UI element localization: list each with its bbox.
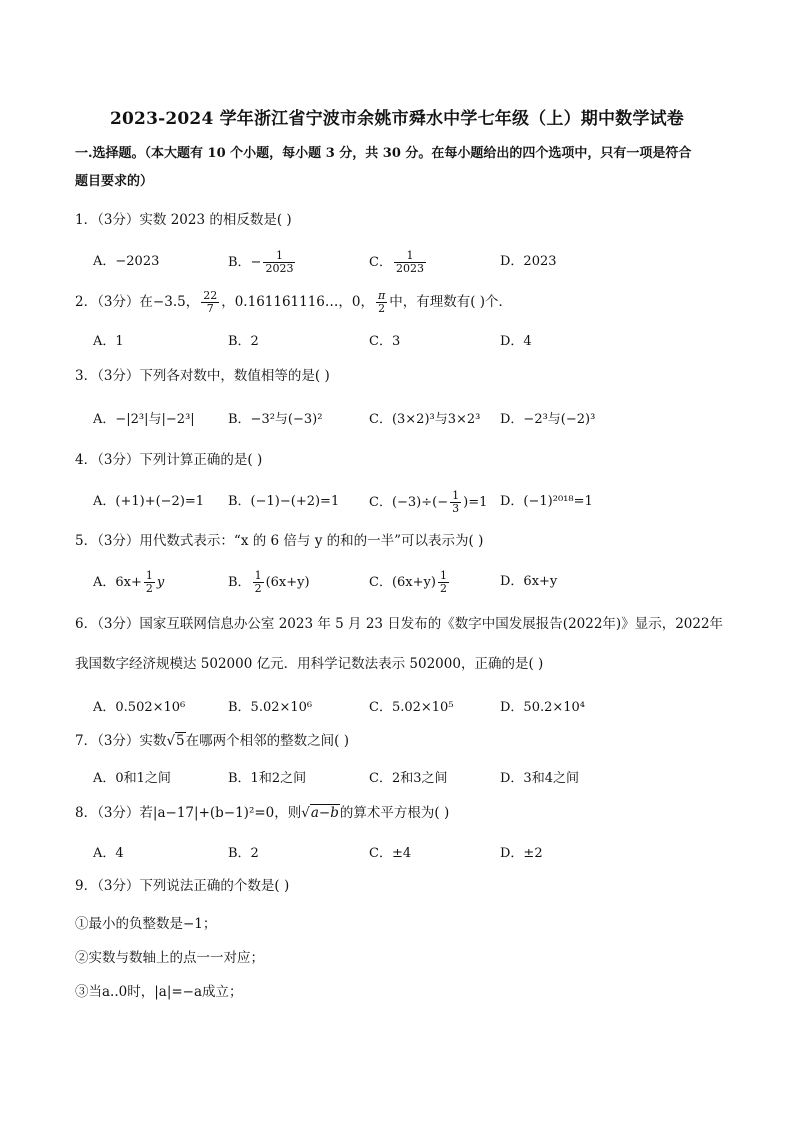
question-2-options xyxy=(93,330,713,354)
question-8-options xyxy=(93,842,713,866)
question-6-stem-line2: 我国数字经济规模达 502000 亿元．用科学记数法表示 502000，正确的是( ) xyxy=(75,656,544,672)
question-3-option-d: D．−2³与(−2)³ xyxy=(500,412,596,427)
question-7-option-d: D．3和4之间 xyxy=(500,771,579,786)
question-5-stem: 5．（3分）用代数式表示：“x 的 6 倍与 y 的和的一半”可以表示为( ) xyxy=(75,533,484,549)
question-4-option-b: B．(−1)−(+2)=1 xyxy=(228,494,340,509)
fraction: $\frac{1}{2}$ xyxy=(254,569,262,595)
question-7-option-a: A．0和1之间 xyxy=(93,771,171,786)
question-2-option-b: B．2 xyxy=(228,334,259,349)
fraction: $\frac{\pi}{2}$ xyxy=(378,289,386,315)
question-3-options xyxy=(93,408,713,432)
question-7-option-b: B．1和2之间 xyxy=(228,771,307,786)
question-3-option-b: B．−3²与(−3)² xyxy=(228,412,323,427)
question-8-stem: 8．（3分）若|a−17|+(b−1)²=0，则√a−b的算术平方根为( ) xyxy=(75,805,450,821)
question-6-stem-line1: 6．（3分）国家互联网信息办公室 2023 年 5 月 23 日发布的《数字中国发展报告(2022年)》显示，2022年 xyxy=(75,616,724,632)
question-1-option-b: B．− $\frac{1}{2023}$ xyxy=(228,249,294,275)
question-1-stem: 1．（3分）实数 2023 的相反数是( ) xyxy=(75,212,292,228)
question-7-option-c: C．2和3之间 xyxy=(369,771,448,786)
question-4-option-d: D．(−1)²⁰¹⁸=1 xyxy=(500,494,593,509)
question-6-option-d: D．50.2×10⁴ xyxy=(500,700,586,715)
question-8-option-a: A．4 xyxy=(93,846,124,861)
question-2-option-a: A．1 xyxy=(93,334,124,349)
question-9-statement-2: ②实数与数轴上的点一一对应； xyxy=(75,950,264,966)
question-5-option-d: D．6x+y xyxy=(500,574,558,589)
question-6-options xyxy=(93,696,713,720)
fraction: $\frac{1}{3}$ xyxy=(452,489,460,515)
question-4-options xyxy=(93,490,713,514)
question-7-options xyxy=(93,767,713,791)
question-8-option-c: C．±4 xyxy=(369,846,412,861)
section-heading-line2: 题目要求的） xyxy=(75,174,154,189)
question-9-stem: 9．（3分）下列说法正确的个数是( ) xyxy=(75,878,290,894)
question-3-option-c: C．(3×2)³与3×2³ xyxy=(369,412,481,427)
question-6-option-b: B．5.02×10⁶ xyxy=(228,700,313,715)
fraction: $\frac{1}{2023}$ xyxy=(265,249,294,275)
fraction: $\frac{1}{2}$ xyxy=(439,569,447,595)
question-5-option-c: C．(6x+y) $\frac{1}{2}$ xyxy=(369,569,447,595)
fraction: $\frac{22}{7}$ xyxy=(203,289,218,315)
question-1-option-d: D．2023 xyxy=(500,254,557,269)
question-7-stem: 7．（3分）实数√5在哪两个相邻的整数之间( ) xyxy=(75,733,349,749)
fraction: $\frac{1}{2}$ xyxy=(145,569,153,595)
section-heading-line1: 一.选择题。（本大题有 10 个小题，每小题 3 分，共 30 分。在每小题给出的四个选项中，只有一项是符合 xyxy=(75,146,692,161)
question-2-option-c: C．3 xyxy=(369,334,401,349)
question-8-option-b: B．2 xyxy=(228,846,259,861)
question-4-stem: 4．（3分）下列计算正确的是( ) xyxy=(75,452,263,468)
question-8-option-d: D．±2 xyxy=(500,846,543,861)
question-2-option-d: D．4 xyxy=(500,334,532,349)
question-4-option-c: C．(−3)÷(− $\frac{1}{3}$ )=1 xyxy=(369,489,488,515)
question-9-statement-1: ①最小的负整数是−1； xyxy=(75,916,217,932)
question-3-stem: 3．（3分）下列各对数中，数值相等的是( ) xyxy=(75,368,330,384)
question-5-option-a: A．6x+ $\frac{1}{2}$ y xyxy=(93,569,165,595)
exam-title: 2023-2024 学年浙江省宁波市余姚市舜水中学七年级（上）期中数学试卷 xyxy=(109,109,684,129)
question-6-option-c: C．5.02×10⁵ xyxy=(369,700,454,715)
question-1-option-c: C． $\frac{1}{2023}$ xyxy=(369,249,424,275)
question-2-stem: 2．（3分）在−3.5， $\frac{22}{7}$ ，0.161161116…，0， $\frac{\pi}{2}$ 中，有理数有( )个． xyxy=(75,289,513,315)
question-3-option-a: A．−|2³|与|−2³| xyxy=(93,412,195,427)
question-1-option-a: A．−2023 xyxy=(93,254,160,269)
question-5-options xyxy=(93,570,713,594)
question-5-option-b: B． $\frac{1}{2}$ (6x+y) xyxy=(228,569,310,595)
question-9-statement-3: ③当a..0时，|a|=−a成立； xyxy=(75,984,243,1000)
question-1-options xyxy=(93,250,713,274)
question-6-option-a: A．0.502×10⁶ xyxy=(93,700,186,715)
fraction: $\frac{1}{2023}$ xyxy=(395,249,424,275)
question-4-option-a: A．(+1)+(−2)=1 xyxy=(93,494,205,509)
